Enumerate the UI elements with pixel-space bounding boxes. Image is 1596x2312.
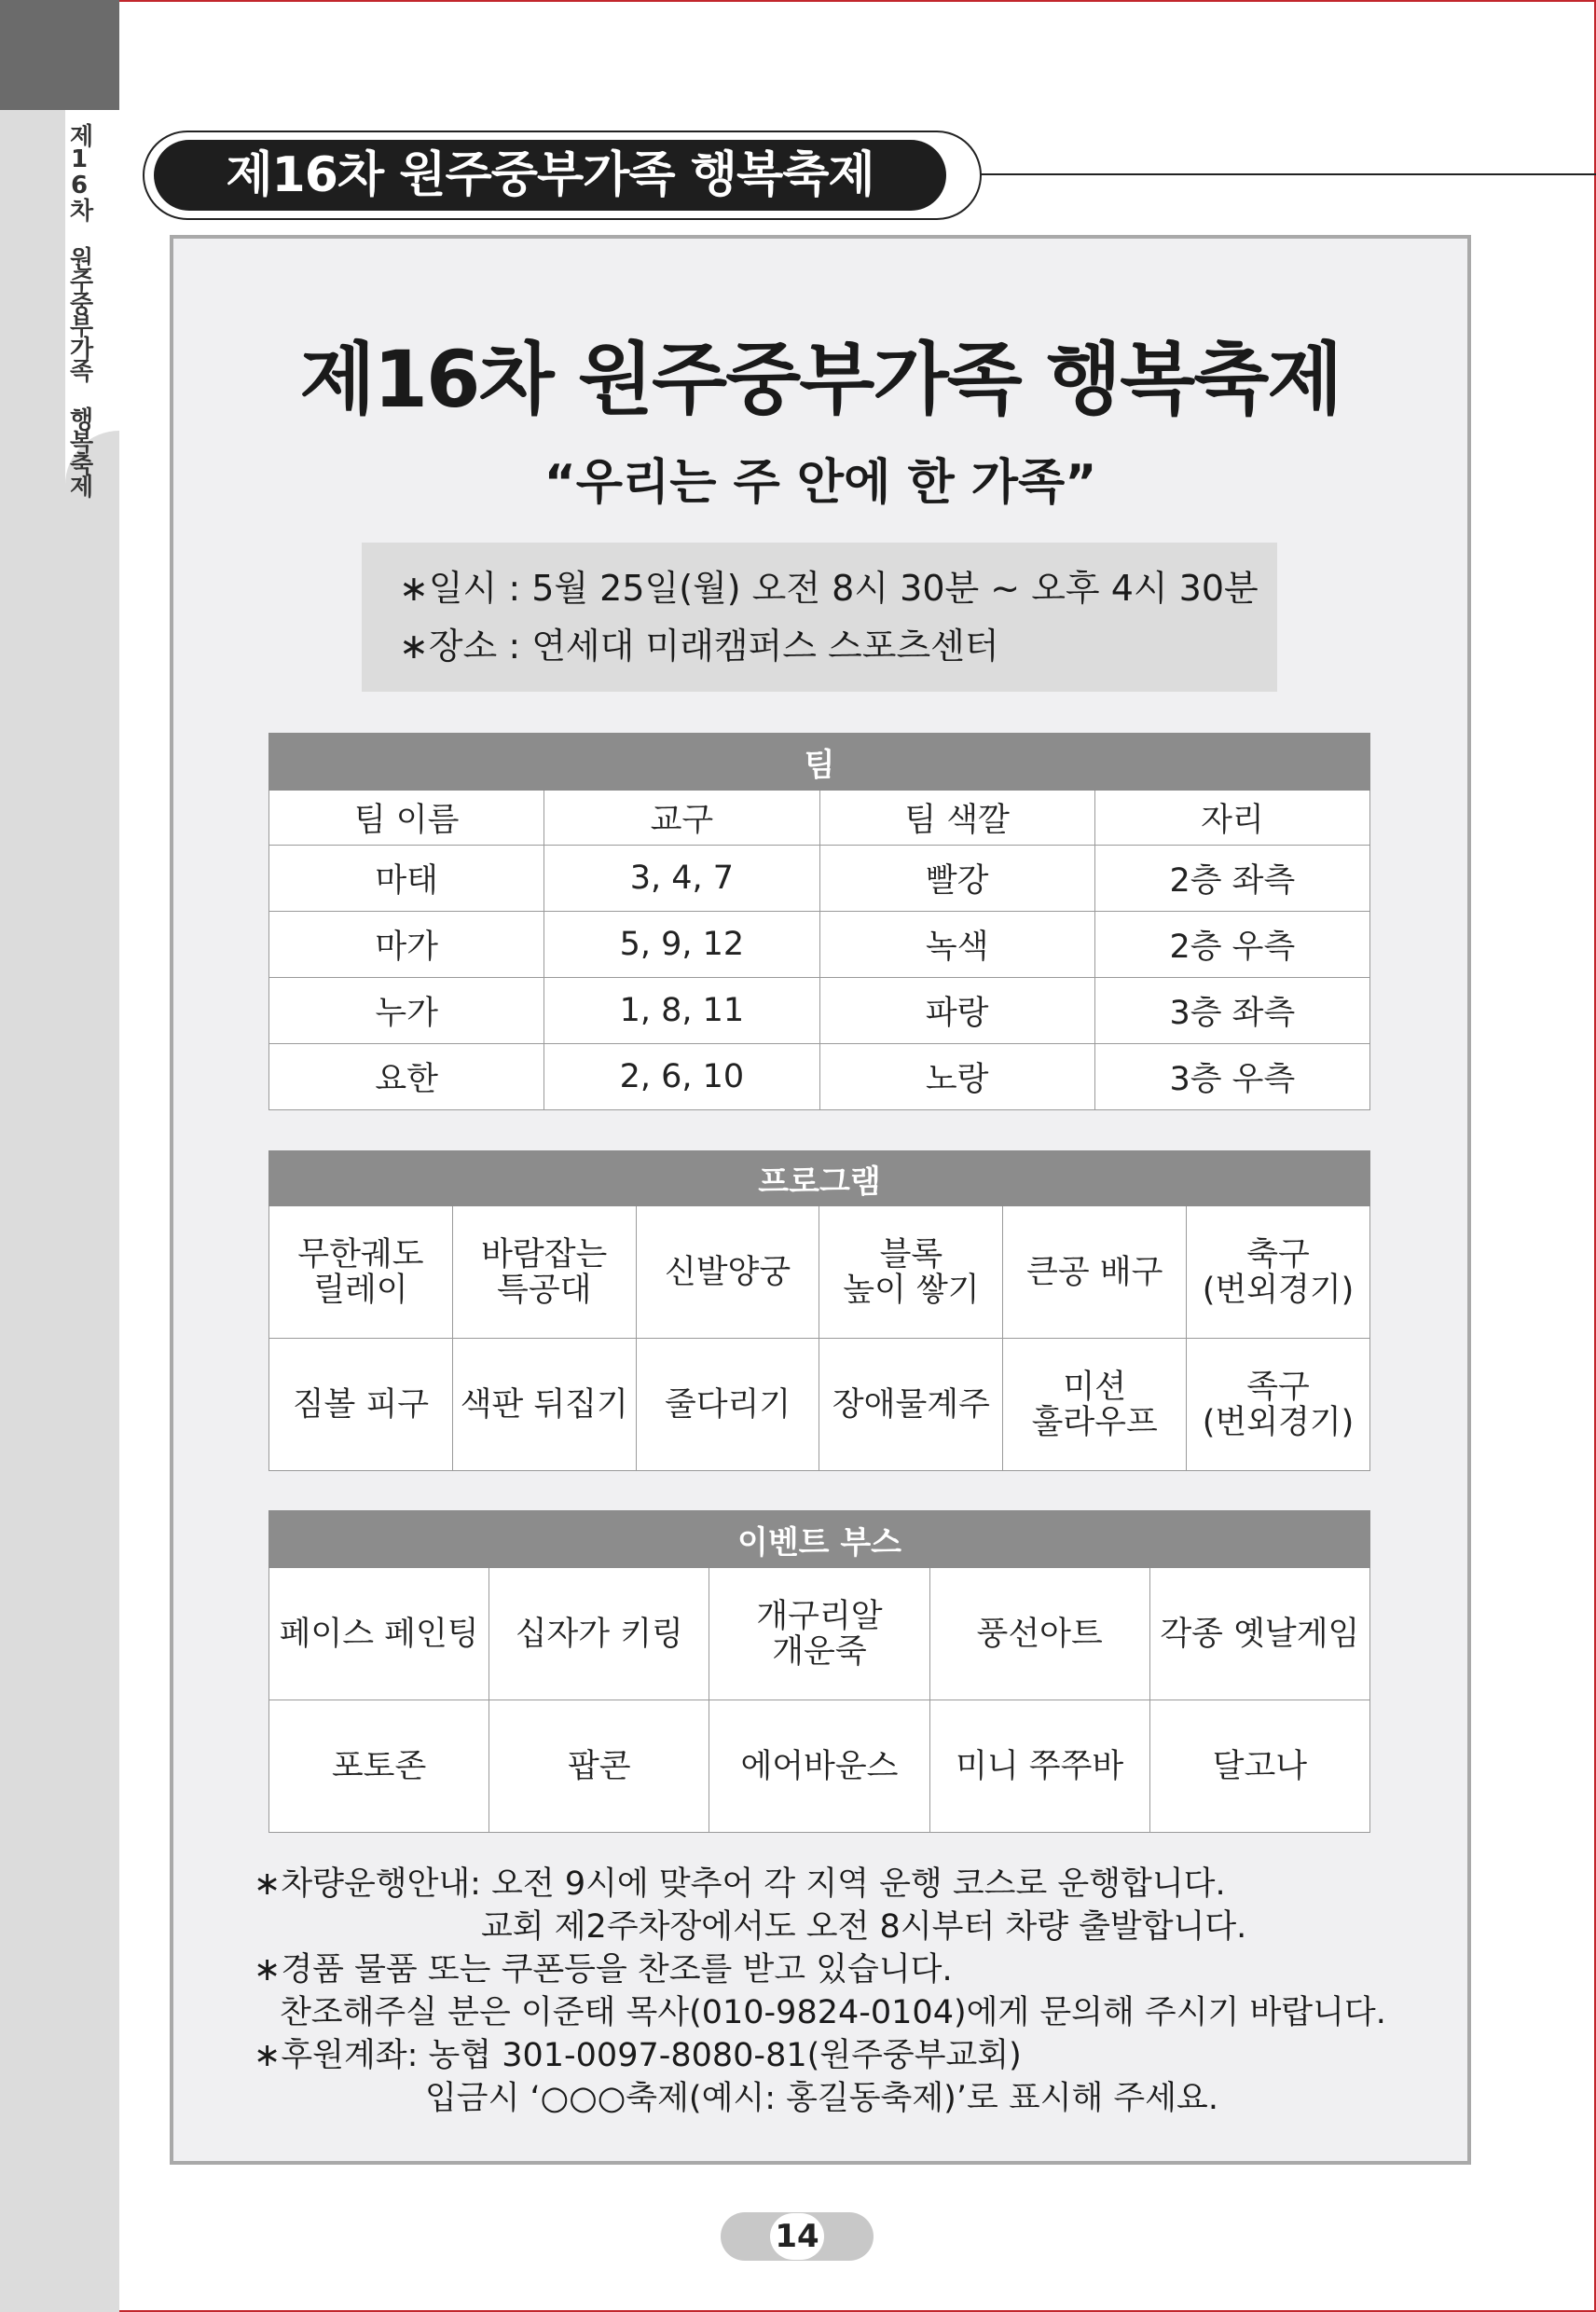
program-cell: 줄다리기 (636, 1339, 819, 1471)
event-booth-table (268, 1510, 1370, 1833)
event-cell: 페이스 페인팅 (269, 1568, 489, 1700)
table-row (269, 912, 1370, 978)
info-date: ∗일시 : 5월 25일(월) 오전 8시 30분 ~ 오후 4시 30분 (399, 568, 1259, 609)
team-header-seat: 자리 (1094, 791, 1369, 846)
team-cell: 3층 우측 (1094, 1044, 1369, 1110)
side-tab-strip (0, 110, 65, 2312)
team-cell: 노랑 (819, 1044, 1094, 1110)
header-title: 제16차 원주중부가족 행복축제 (154, 140, 946, 211)
event-cell: 포토존 (269, 1700, 489, 1833)
event-cell: 개구리알 개운죽 (709, 1568, 929, 1700)
program-cell: 족구 (번외경기) (1187, 1339, 1370, 1471)
program-cell: 축구 (번외경기) (1187, 1206, 1370, 1339)
event-cell: 미니 쭈쭈바 (929, 1700, 1149, 1833)
event-cell: 풍선아트 (929, 1568, 1149, 1700)
table-row (269, 1700, 1370, 1833)
team-cell: 누가 (269, 978, 544, 1044)
team-cell: 3, 4, 7 (544, 846, 819, 912)
table-row (269, 1206, 1370, 1339)
event-cell: 각종 옛날게임 (1149, 1568, 1369, 1700)
program-cell: 미션 훌라우프 (1003, 1339, 1187, 1471)
team-cell: 2, 6, 10 (544, 1044, 819, 1110)
table-row (269, 1044, 1370, 1110)
page-title: 제16차 원주중부가족 행복축제 (299, 334, 1341, 425)
team-cell: 마가 (269, 912, 544, 978)
team-cell: 2층 좌측 (1094, 846, 1369, 912)
program-cell: 바람잡는 특공대 (452, 1206, 636, 1339)
team-cell: 2층 우측 (1094, 912, 1369, 978)
program-cell: 신발양궁 (636, 1206, 819, 1339)
event-cell: 팝콘 (489, 1700, 709, 1833)
event-cell: 에어바운스 (709, 1700, 929, 1833)
side-tab-top-block (0, 0, 119, 110)
note-account-memo: 입금시 ‘○○○축제(예시: 홍길동축제)’로 표시해 주세요. (425, 2080, 1218, 2117)
program-table-caption: 프로그램 (269, 1151, 1370, 1206)
note-sponsor: ∗경품 물품 또는 쿠폰등을 찬조를 받고 있습니다. (254, 1951, 953, 1989)
program-cell: 색판 뒤집기 (452, 1339, 636, 1471)
note-account: ∗후원계좌: 농협 301-0097-8080-81(원주중부교회) (254, 2037, 1022, 2074)
team-cell: 빨강 (819, 846, 1094, 912)
team-header-parish: 교구 (544, 791, 819, 846)
program-cell: 무한궤도 릴레이 (269, 1206, 453, 1339)
header-rule (981, 173, 1596, 175)
note-sponsor-contact: 찬조해주실 분은 이준태 목사(010-9824-0104)에게 문의해 주시기 바랍니다. (280, 1994, 1386, 2031)
side-tab-curve (65, 431, 119, 2312)
page-border-top (0, 0, 1596, 2)
side-tab-label: 제16차 원주중부가족 행복축제 (65, 123, 93, 496)
info-place: ∗장소 : 연세대 미래캠퍼스 스포츠센터 (399, 626, 999, 667)
slogan: “우리는 주 안에 한 가족” (543, 455, 1097, 511)
table-row (269, 1339, 1370, 1471)
program-cell: 장애물계주 (819, 1339, 1003, 1471)
team-header-name: 팀 이름 (269, 791, 544, 846)
team-cell: 마태 (269, 846, 544, 912)
team-table-caption: 팀 (269, 734, 1370, 791)
team-cell: 3층 좌측 (1094, 978, 1369, 1044)
info-box (362, 543, 1277, 692)
note-bus: ∗차량운행안내: 오전 9시에 맞추어 각 지역 운행 코스로 운행합니다. (254, 1865, 1226, 1903)
team-cell: 파랑 (819, 978, 1094, 1044)
program-cell: 블록 높이 쌓기 (819, 1206, 1003, 1339)
note-bus-detail: 교회 제2주차장에서도 오전 8시부터 차량 출발합니다. (481, 1908, 1247, 1946)
team-header-color: 팀 색깔 (819, 791, 1094, 846)
team-cell: 5, 9, 12 (544, 912, 819, 978)
program-cell: 큰공 배구 (1003, 1206, 1187, 1339)
team-table (268, 733, 1370, 1110)
program-cell: 짐볼 피구 (269, 1339, 453, 1471)
table-row (269, 978, 1370, 1044)
team-cell: 녹색 (819, 912, 1094, 978)
team-cell: 요한 (269, 1044, 544, 1110)
page-number: 14 (775, 2218, 819, 2255)
team-cell: 1, 8, 11 (544, 978, 819, 1044)
program-table (268, 1150, 1370, 1471)
event-table-caption: 이벤트 부스 (269, 1511, 1370, 1568)
event-cell: 십자가 키링 (489, 1568, 709, 1700)
table-row (269, 1568, 1370, 1700)
event-cell: 달고나 (1149, 1700, 1369, 1833)
table-row (269, 846, 1370, 912)
